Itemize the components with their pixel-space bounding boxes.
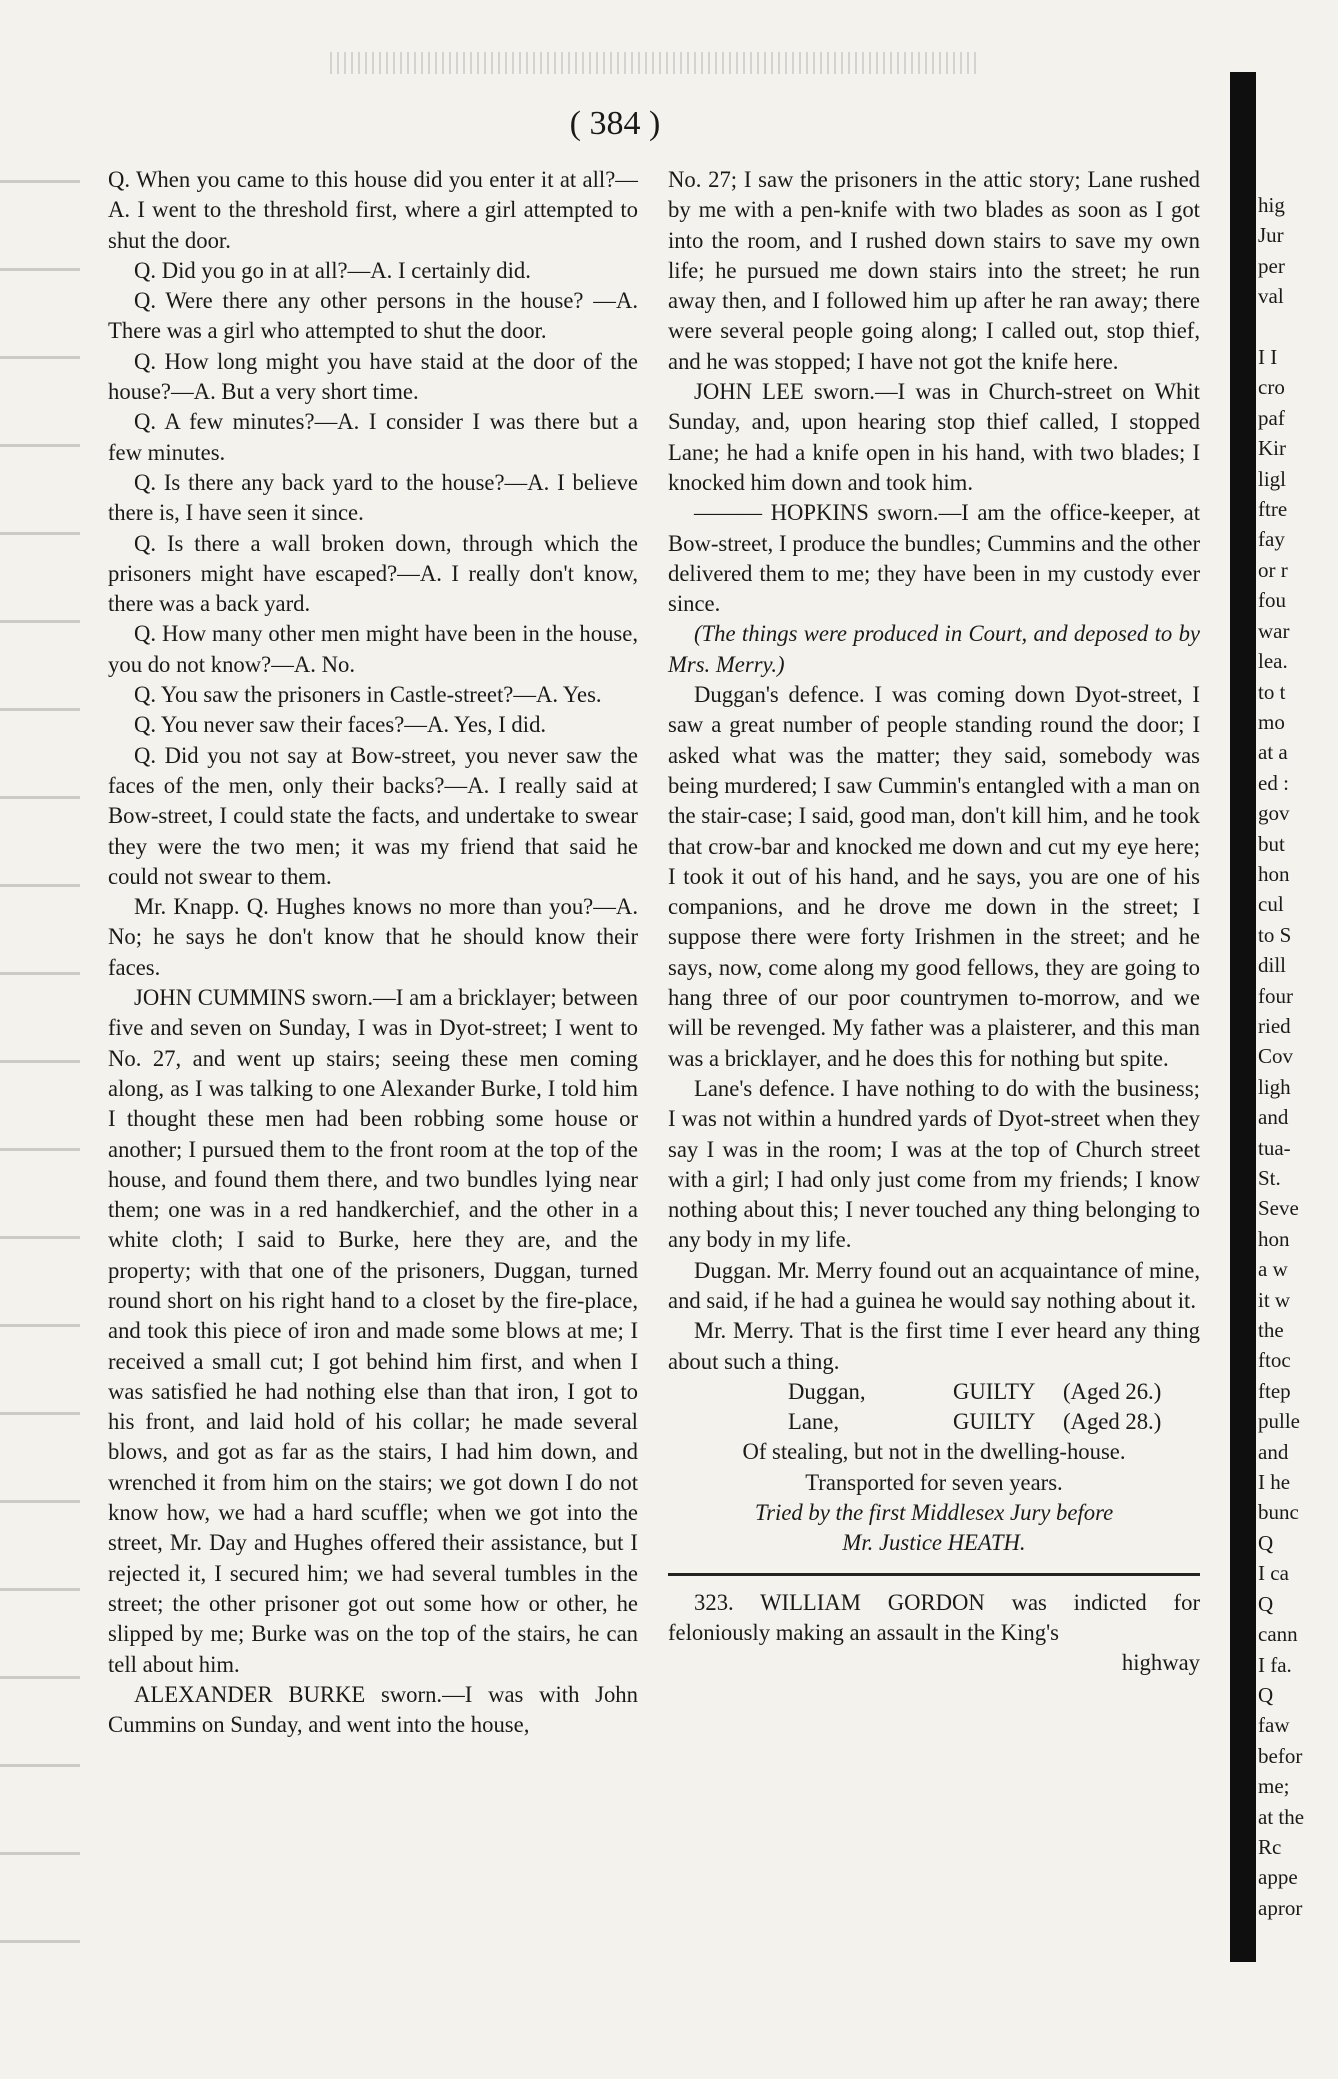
verdict-name: Lane, xyxy=(788,1409,840,1435)
margin-fragment: Seve xyxy=(1258,1196,1299,1221)
margin-fragment: Q xyxy=(1258,1530,1274,1555)
margin-fragment: bunc xyxy=(1258,1500,1299,1525)
margin-fragment: per xyxy=(1258,253,1285,278)
tried-line: Mr. Justice HEATH. xyxy=(842,1530,1026,1556)
margin-fragment: befor xyxy=(1258,1743,1303,1768)
paragraph: Q. You saw the prisoners in Castle-street?—A. Yes. xyxy=(134,682,602,708)
margin-fragment: war xyxy=(1258,618,1290,643)
paragraph: No. 27; I saw the prisoners in the attic story; Lane rushed by me with a pen-knife with two blades as soon as I got into the room, and I rushed down stairs to save my own life; he pursued me down stairs into the street; he run away then, and I followed him up after he ran away; there were several people going along; I called out, stop thief, and he was stopped; I have not got the knife here. xyxy=(668,167,1200,374)
paragraph: ——— HOPKINS sworn.—I am the office-keeper, at Bow-street, I produce the bundles; Cummins and the other delivered them to me; they have been in my custody ever since. xyxy=(668,500,1200,617)
margin-fragment: at a xyxy=(1258,740,1288,765)
margin-fragment: Cov xyxy=(1258,1044,1294,1069)
tried-line: Tried by the first Middlesex Jury before xyxy=(754,1500,1114,1526)
paragraph: JOHN CUMMINS sworn.—I am a bricklayer; between five and seven on Sunday, I was in Dyot-street; I went to No. 27, and went up stairs; seeing these men coming along, as I was talking to one Alexander Burke, I told him I thought these men had been robbing some house or another; I pursued them to the front room at the top of the house, and found them there, and two bundles lying near them; one was in a red handkerchief, and the other in a white cloth; I said to Burke, here they are, and the property; with that one of the prisoners, Duggan, turned round short on his right hand to a closet by the fire-place, and took this piece of iron and made some blows at me; I received a small cut; I got behind him first, and when I was satisfied he had nothing else than that iron, I got to his front, and laid hold of his collar; he made several blows, and got as far as the stairs, I had him down, and wrenched it from him on the stairs; we got down I do not know how, we had a hard scuffle; when we got into the street, Mr. Day and Hughes offered their assistance, but I rejected it, I secured him; we had several tumbles in the street; the other prisoner got out some how or other, he slipped by me; Burke was on the top of the stairs, he can tell about him. xyxy=(108,985,638,1677)
scan-noise-strip xyxy=(330,52,980,74)
margin-fragment: Q xyxy=(1258,1591,1274,1616)
margin-fragment: dill xyxy=(1258,953,1287,978)
margin-fragment: fay xyxy=(1258,527,1285,552)
margin-fragment: mo xyxy=(1258,709,1285,734)
paragraph: Mr. Knapp. Q. Hughes knows no more than you?—A. No; he says he don't know that he should know their faces. xyxy=(108,894,638,980)
paragraph: Q. How many other men might have been in the house, you do not know?—A. No. xyxy=(108,621,638,677)
margin-fragment: ftep xyxy=(1258,1378,1291,1403)
margin-fragment: four xyxy=(1258,983,1293,1008)
binding-shadow xyxy=(1230,72,1256,1962)
margin-fragment: the xyxy=(1258,1318,1284,1343)
facing-page-fragments xyxy=(1258,190,1336,1923)
paragraph: Q. Is there a wall broken down, through which the prisoners might have escaped?—A. I really don't know, there was a back yard. xyxy=(108,530,638,617)
margin-fragment: Jur xyxy=(1258,223,1284,248)
margin-fragment: to S xyxy=(1258,922,1292,947)
margin-fragment: I he xyxy=(1258,1470,1291,1495)
verdict-result: GUILTY xyxy=(953,1409,1036,1435)
margin-fragment: Kir xyxy=(1258,436,1286,461)
margin-fragment xyxy=(1258,312,1336,342)
left-column xyxy=(108,165,638,1740)
verdict-result: GUILTY xyxy=(953,1378,1036,1404)
margin-fragment: pulle xyxy=(1258,1409,1300,1434)
margin-fragment: appe xyxy=(1258,1865,1298,1890)
margin-fragment: cul xyxy=(1258,892,1284,917)
margin-fragment: at the xyxy=(1258,1804,1305,1829)
margin-fragment: Q xyxy=(1258,1682,1274,1707)
margin-fragment: and xyxy=(1258,1105,1289,1130)
margin-fragment: a w xyxy=(1258,1257,1288,1282)
scan-edge-marks xyxy=(0,140,80,2020)
margin-fragment: I I xyxy=(1258,345,1278,370)
paragraph: Duggan. Mr. Merry found out an acquaintance of mine, and said, if he had a guinea he would say nothing about it. xyxy=(668,1257,1200,1313)
margin-fragment: cann xyxy=(1258,1622,1298,1647)
verdict-row xyxy=(788,1407,1200,1437)
margin-fragment: apror xyxy=(1258,1895,1303,1920)
margin-fragment: me; xyxy=(1258,1774,1290,1799)
margin-fragment: to t xyxy=(1258,679,1286,704)
paragraph: Q. Did you not say at Bow-street, you never saw the faces of the men, only their backs?—A. I really said at Bow-street, I could state the facts, and undertake to swear they were the two men; it was my friend that said he could not swear to them. xyxy=(108,742,638,889)
case-divider xyxy=(668,1573,1200,1576)
margin-fragment: ftoc xyxy=(1258,1348,1291,1373)
verdict-row xyxy=(788,1377,1200,1407)
paragraph: Q. Were there any other persons in the house? —A. There was a girl who attempted to shut the door. xyxy=(108,288,638,344)
margin-fragment: ligh xyxy=(1258,1074,1291,1099)
margin-fragment: and xyxy=(1258,1439,1289,1464)
margin-fragment: but xyxy=(1258,831,1285,856)
margin-fragment: val xyxy=(1258,284,1284,309)
paragraph: ALEXANDER BURKE sworn.—I was with John Cummins on Sunday, and went into the house, xyxy=(108,1681,638,1738)
margin-fragment: hig xyxy=(1258,193,1285,217)
margin-fragment: hon xyxy=(1258,861,1290,886)
verdict-age: (Aged 28.) xyxy=(1063,1409,1162,1435)
margin-fragment: ftre xyxy=(1258,497,1288,522)
margin-fragment: ried xyxy=(1258,1013,1291,1038)
catchword: highway xyxy=(1121,1650,1200,1676)
page-number: ( 384 ) xyxy=(569,105,661,142)
margin-fragment: I fa. xyxy=(1258,1652,1292,1677)
paragraph: Q. When you came to this house did you enter it at all?—A. I went to the threshold first, where a girl attempted to shut the door. xyxy=(108,167,638,253)
verdict-age: (Aged 26.) xyxy=(1063,1378,1162,1404)
margin-fragment: or r xyxy=(1258,557,1288,582)
margin-fragment: St. xyxy=(1258,1166,1281,1190)
verdict-charge: Of stealing, but not in the dwelling-house. xyxy=(742,1439,1126,1465)
margin-fragment: I ca xyxy=(1258,1561,1289,1586)
margin-fragment: tua- xyxy=(1258,1135,1291,1160)
paragraph: Q. How long might you have staid at the door of the house?—A. But a very short time. xyxy=(108,348,638,405)
court-note: (The things were produced in Court, and deposed to by Mrs. Merry.) xyxy=(668,621,1200,677)
paragraph: Duggan's defence. I was coming down Dyot-street, I saw a great number of people standing round the door; I asked what was the matter; they said, somebody was being murdered; I saw Cummin's entangled with a man on the stair-case; I said, good man, don't kill him, and he took that crow-bar and knocked me down and cut my eye here; I took it out of his hand, and he says, you are one of his companions, and he drove me down in the street; I suppose there were forty Irishmen in the street; and he says, now, come along my good fellows, they are going to hang three of our poor countrymen to-morrow, and we will be revenged. My father was a plaisterer, and this man was a bricklayer, and he does this for nothing but spite. xyxy=(668,682,1200,1071)
paragraph: Lane's defence. I have nothing to do with the business; I was not within a hundred yards of Dyot-street when they say I was in the room; I was at the top of Church street with a girl; I had only just come from my friends; I know nothing about this; I never touched any thing belonging to any body in my life. xyxy=(668,1075,1200,1253)
margin-fragment: hon xyxy=(1258,1226,1290,1251)
margin-fragment: lea. xyxy=(1258,649,1288,674)
margin-fragment: it w xyxy=(1258,1287,1291,1312)
margin-fragment: fou xyxy=(1258,588,1286,613)
verdict-name: Duggan, xyxy=(788,1378,866,1404)
paragraph: Q. You never saw their faces?—A. Yes, I did. xyxy=(134,712,547,738)
paragraph: Q. Is there any back yard to the house?—A. I believe there is, I have seen it since. xyxy=(108,469,638,526)
margin-fragment: cro xyxy=(1258,375,1285,400)
paragraph: Q. Did you go in at all?—A. I certainly did. xyxy=(134,257,531,283)
next-case-opening: 323. WILLIAM GORDON was indicted for feloniously making an assault in the King's xyxy=(668,1589,1200,1645)
margin-fragment: faw xyxy=(1258,1713,1290,1738)
margin-fragment: paf xyxy=(1258,405,1285,430)
paragraph: Q. A few minutes?—A. I consider I was there but a few minutes. xyxy=(108,409,638,465)
paragraph: JOHN LEE sworn.—I was in Church-street on Whit Sunday, and, upon hearing stop thief called, I stopped Lane; he had a knife open in his hand, with two blades; I knocked him down and took him. xyxy=(668,379,1200,495)
paragraph: Mr. Merry. That is the first time I ever heard any thing about such a thing. xyxy=(668,1318,1200,1374)
right-column xyxy=(668,165,1200,1679)
margin-fragment: gov xyxy=(1258,801,1290,826)
margin-fragment: Rc xyxy=(1258,1834,1282,1859)
verdict-sentence: Transported for seven years. xyxy=(805,1469,1063,1495)
margin-fragment: ed : xyxy=(1258,770,1289,795)
margin-fragment: ligl xyxy=(1258,466,1287,491)
